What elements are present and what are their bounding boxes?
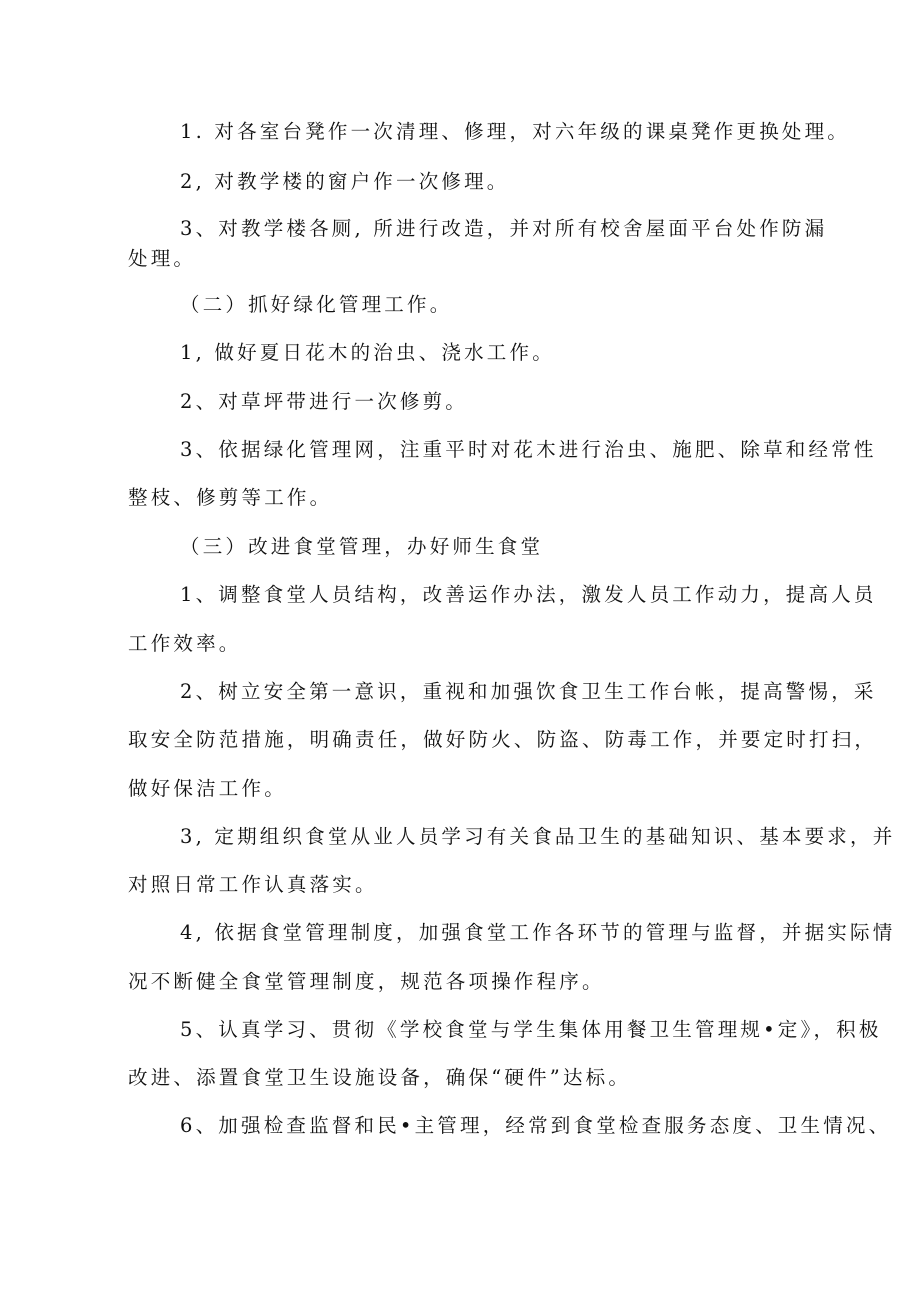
- canteen-item-2-continuation-2: 做好保洁工作。: [128, 777, 287, 800]
- canteen-item-1-continuation: 工作效率。: [128, 632, 242, 655]
- greening-item-3: 3、依据绿化管理网，注重平时对花木进行治虫、施肥、除草和经常性: [180, 438, 877, 461]
- canteen-item-3: 3, 定期组织食堂从业人员学习有关食品卫生的基础知识、基本要求，并: [180, 825, 896, 848]
- greening-item-3-continuation: 整枝、修剪等工作。: [128, 486, 333, 509]
- item-3-renovate-toilets: 3、对教学楼各厕, 所进行改造，并对所有校舍屋面平台处作防漏: [180, 217, 828, 240]
- canteen-item-1: 1、调整食堂人员结构，改善运作办法，激发人员工作动力，提高人员: [180, 583, 877, 606]
- canteen-item-5: 5、认真学习、贯彻《学校食堂与学生集体用餐卫生管理规•定》，积极: [180, 1018, 882, 1041]
- canteen-item-2: 2、树立安全第一意识，重视和加强饮食卫生工作台帐，提高警惕，采: [180, 680, 877, 703]
- greening-item-2: 2、对草坪带进行一次修剪。: [180, 390, 469, 413]
- canteen-item-4-continuation: 况不断健全食堂管理制度，规范各项操作程序。: [128, 970, 605, 993]
- canteen-item-2-continuation-1: 取安全防范措施，明确责任，做好防火、防盗、防毒工作，并要定时打扫，: [128, 728, 878, 751]
- item-2-repair-windows: 2, 对教学楼的窗户作一次修理。: [180, 170, 510, 193]
- canteen-item-5-continuation: 改进、添置食堂卫生设施设备，确保“硬件”达标。: [128, 1066, 632, 1089]
- section-2-heading: （二）抓好绿化管理工作。: [180, 293, 453, 316]
- section-3-heading: （三）改进食堂管理，办好师生食堂: [180, 535, 544, 558]
- canteen-item-6: 6、加强检查监督和民•主管理，经常到食堂检查服务态度、卫生情况、: [180, 1114, 892, 1137]
- greening-item-1: 1, 做好夏日花木的治虫、浇水工作。: [180, 341, 555, 364]
- canteen-item-3-continuation: 对照日常工作认真落实。: [128, 873, 378, 896]
- item-3-continuation: 处理。: [128, 247, 197, 270]
- canteen-item-4: 4, 依据食堂管理制度，加强食堂工作各环节的管理与监督，并据实际情: [180, 921, 896, 944]
- item-1-repair-desks: 1. 对各室台凳作一次清理、修理，对六年级的课桌凳作更换处理。: [180, 120, 851, 143]
